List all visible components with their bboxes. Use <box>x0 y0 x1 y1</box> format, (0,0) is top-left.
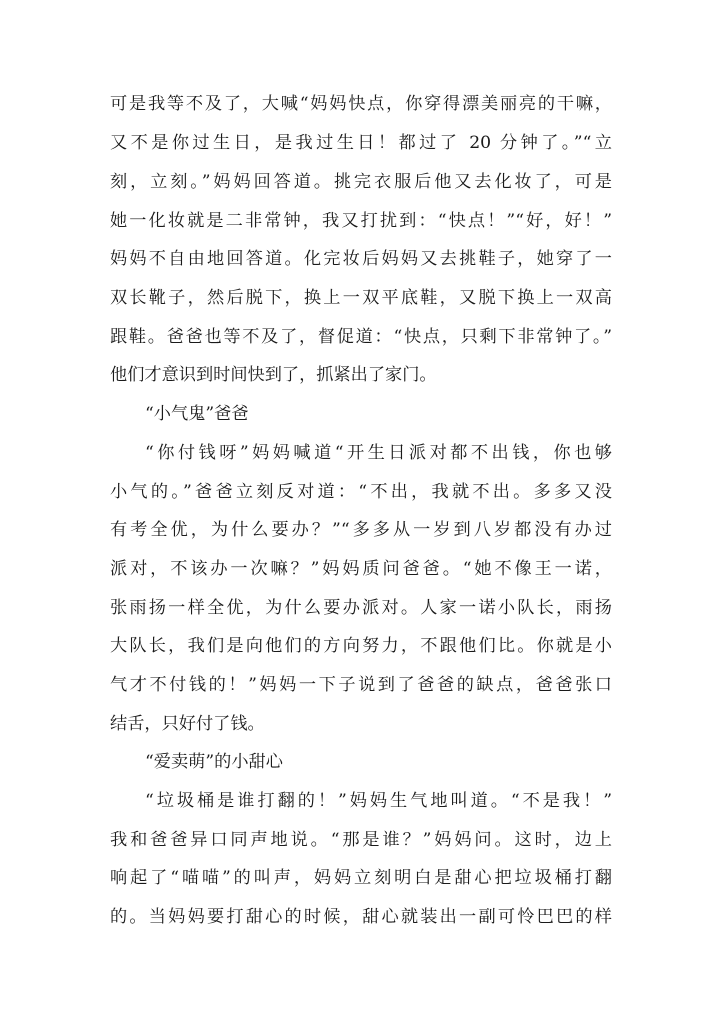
paragraph-line: 小气的。”爸爸立刻反对道：“不出，我就不出。多多又没 <box>110 482 612 502</box>
paragraph-line: 妈妈不自由地回答道。化完妆后妈妈又去挑鞋子，她穿了一 <box>110 249 612 269</box>
paragraph-line: 大队长，我们是向他们的方向努力，不跟他们比。你就是小 <box>110 636 612 656</box>
paragraph-line: “垃圾桶是谁打翻的！”妈妈生气地叫道。“不是我！” <box>145 791 612 811</box>
paragraph-line: 刻，立刻。”妈妈回答道。挑完衣服后他又去化妆了，可是 <box>110 172 612 192</box>
paragraph-line: 响起了“喵喵”的叫声，妈妈立刻明白是甜心把垃圾桶打翻 <box>110 868 612 888</box>
paragraph-line: 他们才意识到时间快到了，抓紧出了家门。 <box>110 365 437 385</box>
paragraph-line: 她一化妆就是二非常钟，我又打扰到：“快点！”“好，好！” <box>110 211 612 231</box>
paragraph-line: 跟鞋。爸爸也等不及了，督促道：“快点，只剩下非常钟了。” <box>110 327 612 347</box>
paragraph-line: 双长靴子，然后脱下，换上一双平底鞋，又脱下换上一双高 <box>110 288 612 308</box>
paragraph-line: “你付钱呀”妈妈喊道“开生日派对都不出钱，你也够 <box>145 443 612 463</box>
section-heading: “爱卖萌”的小甜心 <box>145 752 283 772</box>
paragraph-line: 我和爸爸异口同声地说。“那是谁？”妈妈问。这时，边上 <box>110 830 612 850</box>
paragraph-line: 可是我等不及了，大喊“妈妈快点，你穿得漂美丽亮的干嘛， <box>110 94 612 114</box>
paragraph-line: 有考全优，为什么要办？”“多多从一岁到八岁都没有办过 <box>110 520 612 540</box>
paragraph-line: 又不是你过生日，是我过生日！都过了 20 分钟了。”“立 <box>110 133 612 153</box>
paragraph-line: 派对，不该办一次嘛？”妈妈质问爸爸。“她不像王一诺， <box>110 559 612 579</box>
section-heading: “小气鬼”爸爸 <box>145 404 249 424</box>
paragraph-line: 张雨扬一样全优，为什么要办派对。人家一诺小队长，雨扬 <box>110 598 612 618</box>
paragraph-line: 的。当妈妈要打甜心的时候，甜心就装出一副可怜巴巴的样 <box>110 907 612 927</box>
paragraph-line: 结舌，只好付了钱。 <box>110 714 265 734</box>
paragraph-line: 气才不付钱的！”妈妈一下子说到了爸爸的缺点，爸爸张口 <box>110 675 612 695</box>
